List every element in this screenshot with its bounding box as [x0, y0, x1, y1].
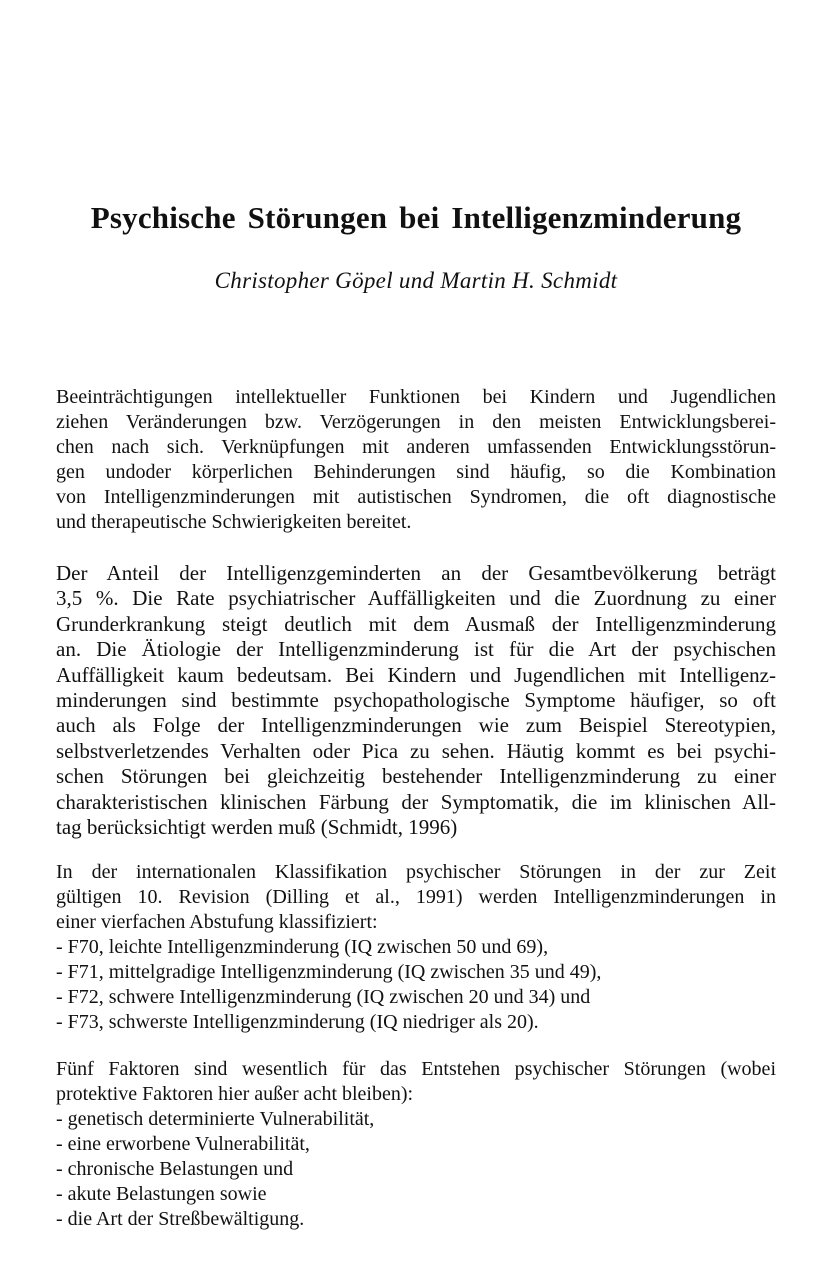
text-line: protektive Faktoren hier außer acht bleiben): [56, 1083, 414, 1105]
list-item: - F70, leichte Intelligenzminderung (IQ zwischen 50 und 69), [56, 936, 549, 958]
paragraph-classification [56, 860, 776, 1035]
list-item: - die Art der Streßbewältigung. [56, 1208, 305, 1230]
text-line: charakteristischen klinischen Färbung der Symptomatik, die im klinischen All- [56, 789, 776, 814]
list-item: - F72, schwere Intelligenzminderung (IQ zwischen 20 und 34) und [56, 986, 591, 1008]
text-line: schen Störungen bei gleichzeitig bestehender Intelligenzminderung zu einer [56, 764, 776, 789]
paragraph-prevalence [56, 561, 776, 840]
text-line: und therapeutische Schwierigkeiten bereitet. [56, 511, 412, 533]
text-line: an. Die Ätiologie der Intelligenzminderung ist für die Art der psychischen [56, 637, 776, 662]
text-line: auch als Folge der Intelligenzminderungen wie zum Beispiel Stereotypien, [56, 713, 776, 738]
text-line: Der Anteil der Intelligenzgeminderten an der Gesamtbevölkerung beträgt [56, 561, 776, 585]
paragraph-factors [56, 1057, 776, 1232]
text-line: chen nach sich. Verknüpfungen mit anderen umfassenden Entwicklungsstörun- [56, 436, 776, 458]
text-line: Auffälligkeit kaum bedeutsam. Bei Kindern und Jugendlichen mit Intelligenz- [56, 662, 776, 687]
text-line: tag berücksichtigt werden muß (Schmidt, 1996) [56, 815, 458, 840]
paper-title: Psychische Störungen bei Intelligenzminderung [90, 200, 742, 235]
list-item: - chronische Belastungen und [56, 1158, 294, 1180]
text-line: ziehen Veränderungen bzw. Verzögerungen in den meisten Entwicklungsberei- [56, 411, 776, 433]
list-item: - eine erworbene Vulnerabilität, [56, 1133, 310, 1155]
list-item: - F71, mittelgradige Intelligenzminderung (IQ zwischen 35 und 49), [56, 961, 602, 983]
text-line: einer vierfachen Abstufung klassifiziert: [56, 911, 378, 933]
text-line: selbstverletzendes Verhalten oder Pica zu sehen. Häutig kommt es bei psychi- [56, 738, 776, 763]
list-item: - genetisch determinierte Vulnerabilität, [56, 1108, 375, 1130]
text-line: Fünf Faktoren sind wesentlich für das Entstehen psychischer Störungen (wobei [56, 1058, 776, 1080]
text-line: Grunderkrankung steigt deutlich mit dem Ausmaß der Intelligenzminderung [56, 611, 776, 636]
paper-authors: Christopher Göpel und Martin H. Schmidt [214, 268, 618, 293]
text-line: In der internationalen Klassifikation psychischer Störungen in der zur Zeit [56, 861, 776, 883]
text-line: minderungen sind bestimmte psychopathologische Symptome häufiger, so oft [56, 688, 776, 713]
text-line: Beeinträchtigungen intellektueller Funktionen bei Kindern und Jugendlichen [56, 386, 776, 408]
text-line: gültigen 10. Revision (Dilling et al., 1991) werden Intelligenzminderungen in [56, 886, 776, 908]
text-line: von Intelligenzminderungen mit autistischen Syndromen, die oft diagnostische [56, 486, 776, 508]
text-line: gen undoder körperlichen Behinderungen sind häufig, so die Kombination [56, 461, 776, 483]
text-line: 3,5 %. Die Rate psychiatrischer Auffälligkeiten und die Zuordnung zu einer [56, 586, 776, 611]
list-item: - akute Belastungen sowie [56, 1183, 267, 1205]
list-item: - F73, schwerste Intelligenzminderung (IQ niedriger als 20). [56, 1011, 539, 1033]
paragraph-intro [56, 385, 776, 535]
